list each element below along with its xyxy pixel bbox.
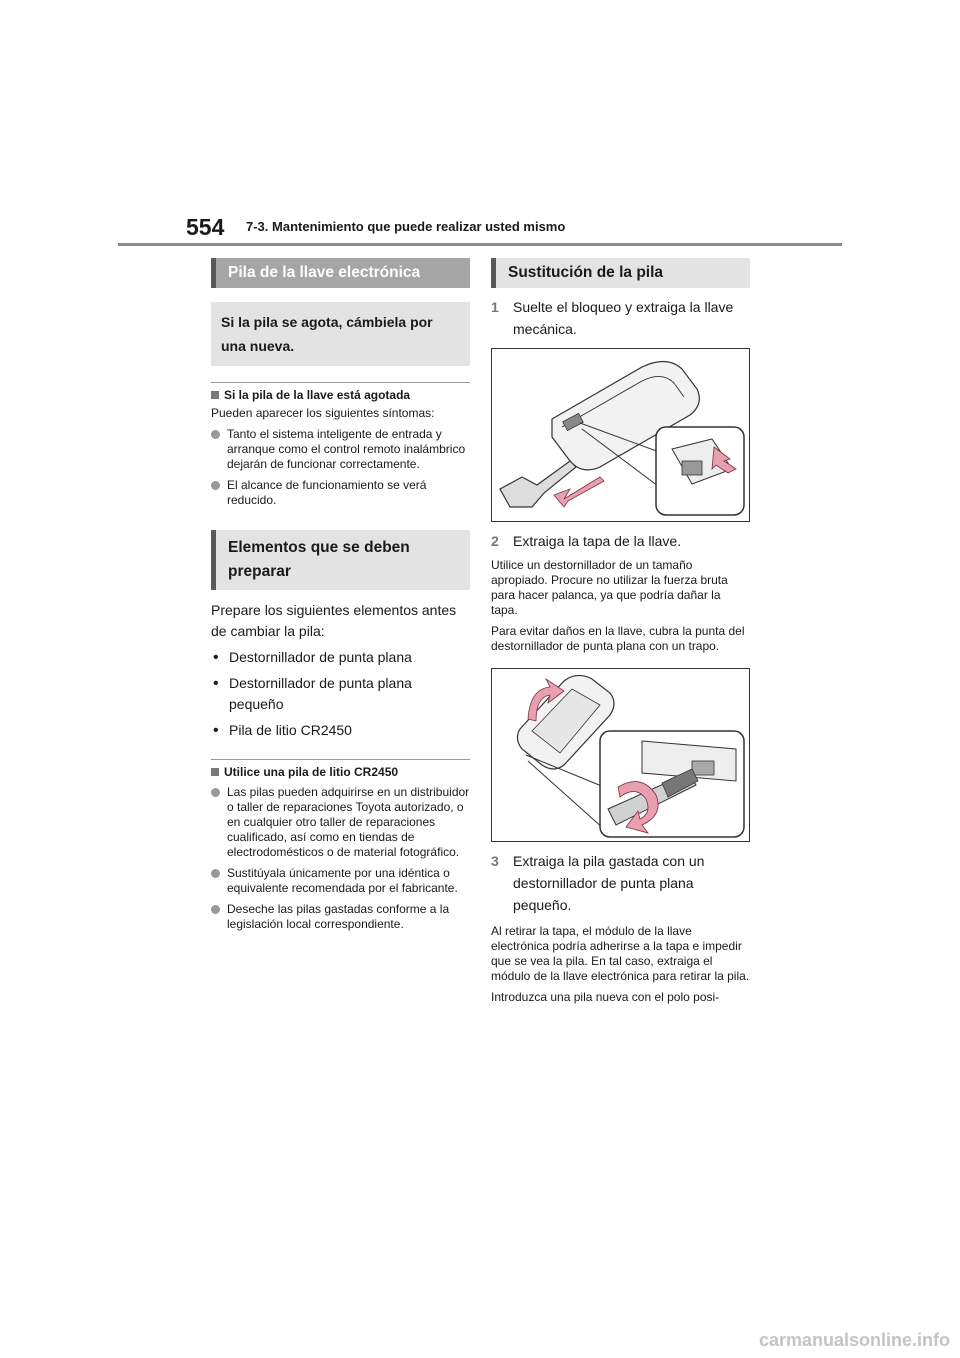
list-item: Sustitúyala únicamente por una idéntica o equivalente recomendada por el fabricante. [211,866,470,896]
step3-note-1: Al retirar la tapa, el módulo de la llave electrónica podría adherirse a la tapa e impedir que se vea la pila. En tal caso, extraiga el módulo de la llave electrónica para retirar la pila. [491,924,750,983]
square-bullet-icon [211,391,219,399]
list-item: El alcance de funcionamiento se verá reducido. [211,478,470,508]
cover-removal-illustration [492,669,748,841]
list-item: Las pilas pueden adquirirse en un distribuidor o taller de reparaciones Toyota autorizado, o en cualquier otro taller de reparaciones cualificado, así como en tiendas de electrodomésticos o de material fotográfico. [211,785,470,860]
divider [211,382,470,383]
right-column [491,258,750,1005]
step-number: 3 [491,853,499,869]
step-number: 2 [491,533,499,549]
list-item: • Destornillador de punta plana [213,649,412,666]
page-number: 554 [186,214,225,240]
step-number: 1 [491,299,499,315]
step2-note-1: Utilice un destornillador de un tamaño apropiado. Procure no utilizar la fuerza bruta para hacer palanca, ya que podría dañar la tapa. [491,558,728,617]
prepare-text: Prepare los siguientes elementos antes de cambiar la pila: [211,602,457,639]
square-bullet-icon [211,768,219,776]
intro-note: Si la pila se agota, cámbiela por una nueva. [211,302,470,366]
figure-remove-mechanical-key [491,348,750,522]
section-band-replacement: Sustitución de la pila [491,258,750,288]
symptoms-intro: Pueden aparecer los siguientes síntomas: [211,406,435,420]
subheading-battery-depleted: Si la pila de la llave está agotada [211,388,470,402]
dot-bullet-icon [211,788,220,797]
step-3: 3 Extraiga la pila gastada con un destornillador de punta plana pequeño. [491,850,750,916]
divider [211,759,470,760]
list-item: Deseche las pilas gastadas conforme a la legislación local correspondiente. [211,902,470,932]
step3-note-2: Introduzca una pila nueva con el polo posi- [491,990,720,1004]
step2-note-2: Para evitar daños en la llave, cubra la punta del destornillador de punta plana con un trapo. [491,624,745,653]
section-band-items: Elementos que se deben preparar [211,530,470,590]
bullet-icon: • [213,649,219,666]
list-item: • Pila de litio CR2450 [213,722,352,739]
figure-remove-cover [491,668,750,842]
watermark: carmanualsonline.info [758,1330,950,1350]
dot-bullet-icon [211,481,220,490]
dot-bullet-icon [211,905,220,914]
left-column [211,258,470,932]
list-item: • Destornillador de punta plana pequeño [211,673,470,715]
subheading-use-cr2450: Utilice una pila de litio CR2450 [211,765,470,779]
section-header: 7-3. Mantenimiento que puede realizar usted mismo [246,219,566,234]
key-removal-illustration [492,349,748,521]
step-2: 2 Extraiga la tapa de la llave. [491,530,750,552]
list-item: Tanto el sistema inteligente de entrada y arranque como el control remoto inalámbrico dejarán de funcionar correctamente. [211,427,470,472]
dot-bullet-icon [211,869,220,878]
bullet-icon: • [213,722,219,739]
dot-bullet-icon [211,430,220,439]
bullet-icon: • [213,675,219,692]
header-rule [118,243,842,246]
section-band-battery: Pila de la llave electrónica [211,258,470,288]
step-1: 1 Suelte el bloqueo y extraiga la llave mecánica. [491,296,750,340]
